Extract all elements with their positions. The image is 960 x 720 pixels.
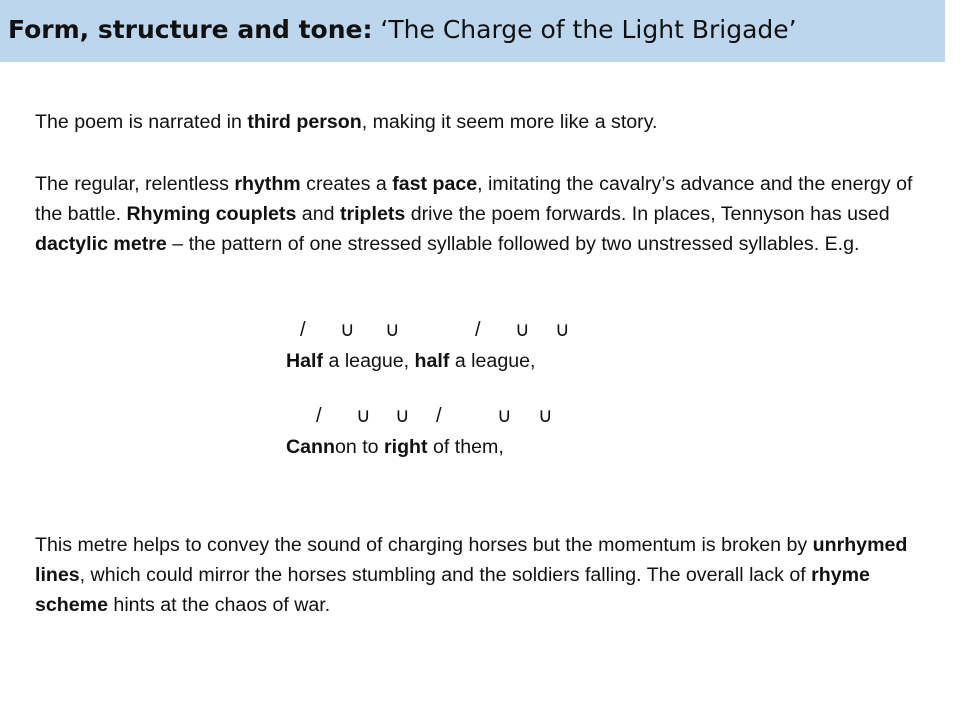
text-run: drive the poem forwards. In places, Tennyson has used (405, 203, 890, 225)
stress-mark: / (316, 405, 322, 427)
text-run: – the pattern of one stressed syllable followed by two unstressed syllables. E.g. (166, 233, 860, 255)
text-run: The poem is narrated in (35, 111, 248, 133)
paragraph-metre-effect (35, 530, 935, 620)
text-run: a league, (449, 350, 536, 372)
text-run: and (296, 203, 340, 225)
unstressed-mark: ∪ (356, 405, 371, 427)
text-run: on to (334, 436, 385, 458)
emphasis-term: Half (286, 350, 324, 372)
title-bar (0, 0, 945, 62)
unstressed-mark: ∪ (340, 319, 355, 341)
stress-mark: / (300, 319, 306, 341)
text-run: The regular, relentless (35, 173, 235, 195)
unstressed-mark: ∪ (515, 319, 530, 341)
poem-line-2 (286, 432, 504, 462)
stress-mark: / (475, 319, 481, 341)
text-run: , imitating the cavalry’s advance and the energy of the battle. (35, 173, 913, 225)
paragraph-narration (35, 107, 935, 137)
text-run: , which could mirror the horses stumbling and the soldiers falling. The overall lack of (79, 564, 812, 586)
title-lead: Form, structure and tone: (8, 15, 373, 44)
title-poem-name: ‘The Charge of the Light Brigade’ (372, 15, 797, 44)
paragraph-rhythm (35, 169, 935, 259)
emphasis-term: half (414, 350, 450, 372)
text-run: of them, (427, 436, 504, 458)
emphasis-term: third person (247, 111, 362, 133)
emphasis-term: unrhymed lines (35, 534, 908, 586)
emphasis-term: rhyme scheme (35, 564, 870, 616)
text-run: , making it seem more like a story. (361, 111, 658, 133)
text-run: creates a (300, 173, 393, 195)
unstressed-mark: ∪ (385, 319, 400, 341)
unstressed-mark: ∪ (538, 405, 553, 427)
text-run: a league, (323, 350, 415, 372)
text-run: hints at the chaos of war. (107, 594, 331, 616)
emphasis-term: triplets (339, 203, 406, 225)
unstressed-mark: ∪ (395, 405, 410, 427)
emphasis-term: Cann (286, 436, 335, 458)
emphasis-term: Rhyming couplets (126, 203, 297, 225)
stress-mark: / (436, 405, 442, 427)
unstressed-mark: ∪ (555, 319, 570, 341)
emphasis-term: rhythm (234, 173, 301, 195)
emphasis-term: right (384, 436, 428, 458)
poem-line-1 (286, 346, 535, 376)
slide-title (8, 13, 797, 47)
unstressed-mark: ∪ (497, 405, 512, 427)
text-run: This metre helps to convey the sound of charging horses but the momentum is broken by (35, 534, 813, 556)
emphasis-term: fast pace (392, 173, 478, 195)
emphasis-term: dactylic metre (35, 233, 167, 255)
